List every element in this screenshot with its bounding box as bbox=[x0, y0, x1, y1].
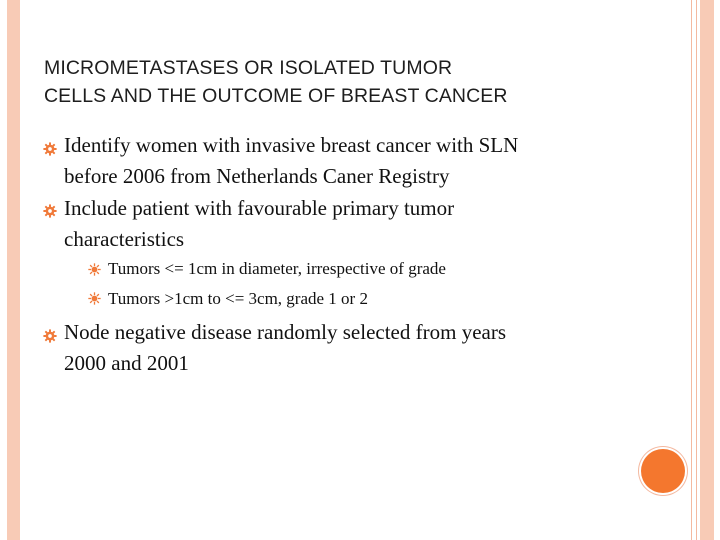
sub-bullet-1: Tumors <= 1cm in diameter, irrespective of grade bbox=[108, 259, 446, 278]
sub-bullet-2: Tumors >1cm to <= 3cm, grade 1 or 2 bbox=[108, 289, 368, 308]
left-frame-bar bbox=[7, 0, 20, 540]
bullet-1-line-2: before 2006 from Netherlands Caner Registry bbox=[64, 164, 450, 188]
bullet-2-line-2: characteristics bbox=[64, 227, 185, 251]
right-frame-line-inner bbox=[696, 0, 697, 540]
bullet-3-line-2: 2000 and 2001 bbox=[64, 351, 189, 375]
gear-icon bbox=[43, 329, 57, 343]
gear-icon bbox=[43, 204, 57, 218]
bullet-3-line-1: Node negative disease randomly selected from years bbox=[64, 320, 506, 344]
bullet-1 bbox=[64, 130, 624, 192]
gear-icon bbox=[43, 142, 57, 156]
bullet-1-line-1: Identify women with invasive breast cancer with SLN bbox=[64, 133, 519, 157]
orange-circle-ornament bbox=[641, 449, 685, 493]
sun-icon bbox=[88, 292, 101, 305]
bullet-2-line-1: Include patient with favourable primary tumor bbox=[64, 196, 455, 220]
bullet-2 bbox=[64, 193, 624, 255]
bullet-3 bbox=[64, 317, 624, 379]
right-frame-bar bbox=[700, 0, 714, 540]
slide-title bbox=[44, 54, 644, 110]
title-line-1: MICROMETASTASES OR ISOLATED TUMOR bbox=[44, 57, 453, 79]
title-line-2: CELLS AND THE OUTCOME OF BREAST CANCER bbox=[44, 85, 508, 107]
sun-icon bbox=[88, 263, 101, 276]
right-frame-line-outer bbox=[691, 0, 692, 540]
